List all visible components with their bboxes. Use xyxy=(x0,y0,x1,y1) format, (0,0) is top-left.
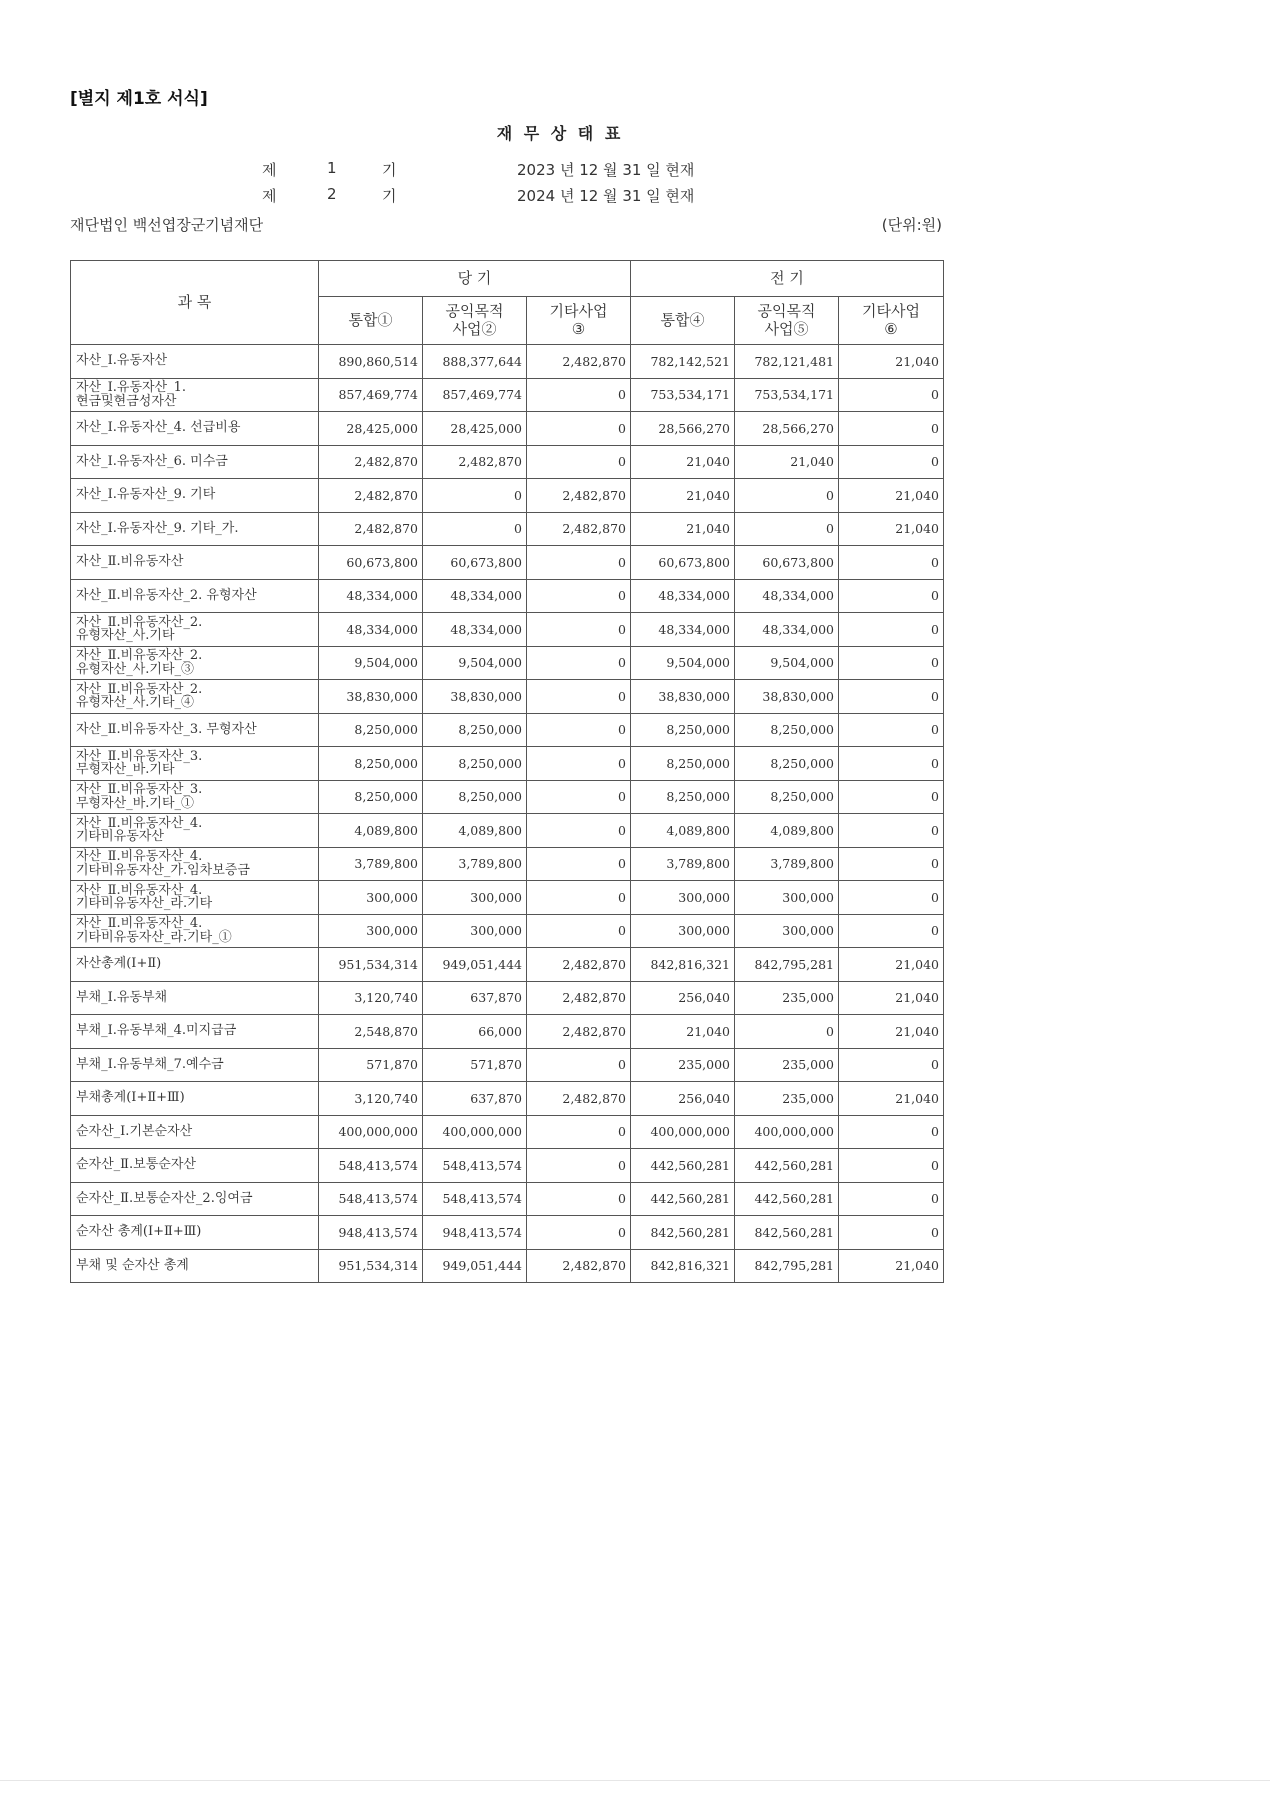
amount-cell: 9,504,000 xyxy=(423,646,527,680)
amount-cell: 3,789,800 xyxy=(319,847,423,881)
table-row xyxy=(71,1082,944,1116)
account-name: 자산_Ⅰ.유동자산_9. 기타 xyxy=(71,479,319,513)
amount-cell: 8,250,000 xyxy=(631,713,735,747)
amount-cell: 300,000 xyxy=(319,914,423,948)
amount-cell: 2,482,870 xyxy=(527,1015,631,1049)
amount-cell: 0 xyxy=(527,713,631,747)
amount-cell: 21,040 xyxy=(631,512,735,546)
amount-cell: 66,000 xyxy=(423,1015,527,1049)
amount-cell: 2,482,870 xyxy=(527,1082,631,1116)
amount-cell: 21,040 xyxy=(839,512,944,546)
amount-cell: 21,040 xyxy=(631,1015,735,1049)
table-row xyxy=(71,1149,944,1183)
amount-cell: 300,000 xyxy=(735,881,839,915)
account-name: 부채총계(Ⅰ+Ⅱ+Ⅲ) xyxy=(71,1082,319,1116)
account-name: 자산_Ⅱ.비유동자산_4. 기타비유동자산_라.기타_① xyxy=(71,914,319,948)
period-date: 2023 년 12 월 31 일 현재 xyxy=(517,161,695,179)
period-prefix: 제 xyxy=(262,187,277,205)
amount-cell: 0 xyxy=(839,881,944,915)
amount-cell: 0 xyxy=(735,479,839,513)
amount-cell: 38,830,000 xyxy=(735,680,839,714)
amount-cell: 21,040 xyxy=(839,948,944,982)
amount-cell: 8,250,000 xyxy=(319,747,423,781)
amount-cell: 890,860,514 xyxy=(319,345,423,379)
amount-cell: 842,560,281 xyxy=(631,1216,735,1250)
amount-cell: 3,120,740 xyxy=(319,1082,423,1116)
amount-cell: 548,413,574 xyxy=(319,1182,423,1216)
amount-cell: 571,870 xyxy=(319,1048,423,1082)
amount-cell: 0 xyxy=(735,512,839,546)
amount-cell: 2,548,870 xyxy=(319,1015,423,1049)
amount-cell: 400,000,000 xyxy=(319,1115,423,1149)
amount-cell: 2,482,870 xyxy=(423,445,527,479)
amount-cell: 0 xyxy=(527,412,631,446)
amount-cell: 400,000,000 xyxy=(735,1115,839,1149)
amount-cell: 9,504,000 xyxy=(319,646,423,680)
amount-cell: 0 xyxy=(839,579,944,613)
account-name: 자산_Ⅱ.비유동자산_3. 무형자산_바.기타 xyxy=(71,747,319,781)
amount-cell: 0 xyxy=(527,1048,631,1082)
amount-cell: 842,795,281 xyxy=(735,948,839,982)
table-row xyxy=(71,1182,944,1216)
amount-cell: 8,250,000 xyxy=(631,780,735,814)
amount-cell: 842,795,281 xyxy=(735,1249,839,1283)
amount-cell: 0 xyxy=(527,780,631,814)
amount-cell: 0 xyxy=(839,713,944,747)
amount-cell: 0 xyxy=(839,646,944,680)
amount-cell: 9,504,000 xyxy=(735,646,839,680)
amount-cell: 2,482,870 xyxy=(527,345,631,379)
amount-cell: 300,000 xyxy=(631,914,735,948)
account-name: 부채 및 순자산 총계 xyxy=(71,1249,319,1283)
period-prefix: 제 xyxy=(262,161,277,179)
account-name: 순자산_Ⅱ.보통순자산 xyxy=(71,1149,319,1183)
amount-cell: 235,000 xyxy=(735,981,839,1015)
amount-cell: 300,000 xyxy=(735,914,839,948)
amount-cell: 0 xyxy=(839,1216,944,1250)
amount-cell: 4,089,800 xyxy=(423,814,527,848)
amount-cell: 4,089,800 xyxy=(631,814,735,848)
amount-cell: 857,469,774 xyxy=(423,378,527,412)
amount-cell: 0 xyxy=(839,1115,944,1149)
amount-cell: 842,816,321 xyxy=(631,948,735,982)
amount-cell: 2,482,870 xyxy=(319,445,423,479)
amount-cell: 0 xyxy=(423,479,527,513)
table-row xyxy=(71,378,944,412)
page-bottom-line xyxy=(0,1780,1270,1781)
amount-cell: 300,000 xyxy=(423,881,527,915)
amount-cell: 256,040 xyxy=(631,981,735,1015)
amount-cell: 28,425,000 xyxy=(423,412,527,446)
account-name: 자산_Ⅱ.비유동자산_4. 기타비유동자산 xyxy=(71,814,319,848)
table-row xyxy=(71,646,944,680)
amount-cell: 857,469,774 xyxy=(319,378,423,412)
amount-cell: 8,250,000 xyxy=(423,713,527,747)
amount-cell: 21,040 xyxy=(839,981,944,1015)
amount-cell: 48,334,000 xyxy=(319,613,423,647)
table-row xyxy=(71,1249,944,1283)
amount-cell: 8,250,000 xyxy=(735,713,839,747)
table-row xyxy=(71,512,944,546)
period-suffix: 기 xyxy=(382,187,397,205)
amount-cell: 753,534,171 xyxy=(735,378,839,412)
account-name: 부채_Ⅰ.유동부채_7.예수금 xyxy=(71,1048,319,1082)
amount-cell: 2,482,870 xyxy=(319,479,423,513)
amount-cell: 21,040 xyxy=(839,1082,944,1116)
table-row xyxy=(71,981,944,1015)
amount-cell: 48,334,000 xyxy=(423,579,527,613)
amount-cell: 571,870 xyxy=(423,1048,527,1082)
table-row xyxy=(71,847,944,881)
column-header: 기타사업 ③ xyxy=(527,297,631,345)
amount-cell: 951,534,314 xyxy=(319,948,423,982)
account-name: 자산_Ⅱ.비유동자산_3. 무형자산 xyxy=(71,713,319,747)
account-header: 과 목 xyxy=(71,261,319,345)
amount-cell: 0 xyxy=(527,445,631,479)
amount-cell: 0 xyxy=(839,1048,944,1082)
account-name: 자산_Ⅰ.유동자산_6. 미수금 xyxy=(71,445,319,479)
amount-cell: 235,000 xyxy=(735,1048,839,1082)
amount-cell: 38,830,000 xyxy=(319,680,423,714)
amount-cell: 8,250,000 xyxy=(423,747,527,781)
amount-cell: 3,789,800 xyxy=(735,847,839,881)
amount-cell: 888,377,644 xyxy=(423,345,527,379)
column-header: 통합④ xyxy=(631,297,735,345)
amount-cell: 0 xyxy=(839,780,944,814)
amount-cell: 442,560,281 xyxy=(631,1149,735,1183)
table-row xyxy=(71,814,944,848)
table-row xyxy=(71,345,944,379)
amount-cell: 948,413,574 xyxy=(423,1216,527,1250)
amount-cell: 842,560,281 xyxy=(735,1216,839,1250)
amount-cell: 0 xyxy=(423,512,527,546)
account-name: 자산_Ⅱ.비유동자산_4. 기타비유동자산_가.임차보증금 xyxy=(71,847,319,881)
amount-cell: 0 xyxy=(735,1015,839,1049)
amount-cell: 0 xyxy=(527,914,631,948)
period-number: 2 xyxy=(327,185,337,203)
column-header: 기타사업 ⑥ xyxy=(839,297,944,345)
table-row xyxy=(71,914,944,948)
prior-period-header: 전 기 xyxy=(631,261,944,297)
account-name: 순자산_Ⅰ.기본순자산 xyxy=(71,1115,319,1149)
amount-cell: 0 xyxy=(527,814,631,848)
amount-cell: 21,040 xyxy=(839,345,944,379)
amount-cell: 949,051,444 xyxy=(423,1249,527,1283)
amount-cell: 28,566,270 xyxy=(631,412,735,446)
amount-cell: 0 xyxy=(527,1115,631,1149)
amount-cell: 235,000 xyxy=(631,1048,735,1082)
amount-cell: 0 xyxy=(527,680,631,714)
amount-cell: 300,000 xyxy=(319,881,423,915)
amount-cell: 548,413,574 xyxy=(423,1149,527,1183)
account-name: 자산_Ⅱ.비유동자산 xyxy=(71,546,319,580)
amount-cell: 400,000,000 xyxy=(631,1115,735,1149)
amount-cell: 3,789,800 xyxy=(631,847,735,881)
amount-cell: 0 xyxy=(527,1216,631,1250)
column-header: 공익목적 사업② xyxy=(423,297,527,345)
amount-cell: 300,000 xyxy=(631,881,735,915)
amount-cell: 0 xyxy=(839,613,944,647)
amount-cell: 2,482,870 xyxy=(319,512,423,546)
amount-cell: 0 xyxy=(527,378,631,412)
amount-cell: 753,534,171 xyxy=(631,378,735,412)
amount-cell: 60,673,800 xyxy=(423,546,527,580)
table-row xyxy=(71,1216,944,1250)
amount-cell: 8,250,000 xyxy=(423,780,527,814)
amount-cell: 235,000 xyxy=(735,1082,839,1116)
amount-cell: 4,089,800 xyxy=(735,814,839,848)
amount-cell: 0 xyxy=(527,1182,631,1216)
amount-cell: 0 xyxy=(839,747,944,781)
table-row xyxy=(71,780,944,814)
amount-cell: 60,673,800 xyxy=(319,546,423,580)
account-name: 부채_Ⅰ.유동부채_4.미지급금 xyxy=(71,1015,319,1049)
period-suffix: 기 xyxy=(382,161,397,179)
amount-cell: 400,000,000 xyxy=(423,1115,527,1149)
amount-cell: 48,334,000 xyxy=(319,579,423,613)
amount-cell: 782,121,481 xyxy=(735,345,839,379)
table-row xyxy=(71,680,944,714)
amount-cell: 8,250,000 xyxy=(319,713,423,747)
amount-cell: 0 xyxy=(527,579,631,613)
table-row xyxy=(71,1015,944,1049)
table-row xyxy=(71,445,944,479)
form-label: [별지 제1호 서식] xyxy=(70,89,208,109)
amount-cell: 8,250,000 xyxy=(319,780,423,814)
account-name: 순자산_Ⅱ.보통순자산_2.잉여금 xyxy=(71,1182,319,1216)
amount-cell: 21,040 xyxy=(735,445,839,479)
account-name: 순자산 총계(Ⅰ+Ⅱ+Ⅲ) xyxy=(71,1216,319,1250)
amount-cell: 548,413,574 xyxy=(423,1182,527,1216)
account-name: 부채_Ⅰ.유동부채 xyxy=(71,981,319,1015)
amount-cell: 0 xyxy=(527,881,631,915)
amount-cell: 48,334,000 xyxy=(735,613,839,647)
amount-cell: 951,534,314 xyxy=(319,1249,423,1283)
amount-cell: 0 xyxy=(839,914,944,948)
account-name: 자산_Ⅱ.비유동자산_4. 기타비유동자산_라.기타 xyxy=(71,881,319,915)
amount-cell: 0 xyxy=(839,1149,944,1183)
amount-cell: 48,334,000 xyxy=(735,579,839,613)
amount-cell: 0 xyxy=(839,445,944,479)
table-row xyxy=(71,713,944,747)
column-header: 통합① xyxy=(319,297,423,345)
amount-cell: 0 xyxy=(527,546,631,580)
amount-cell: 21,040 xyxy=(631,479,735,513)
amount-cell: 442,560,281 xyxy=(631,1182,735,1216)
amount-cell: 0 xyxy=(839,1182,944,1216)
amount-cell: 21,040 xyxy=(839,1249,944,1283)
amount-cell: 3,789,800 xyxy=(423,847,527,881)
amount-cell: 21,040 xyxy=(839,479,944,513)
amount-cell: 2,482,870 xyxy=(527,512,631,546)
account-name: 자산_Ⅱ.비유동자산_2. 유형자산 xyxy=(71,579,319,613)
table-row xyxy=(71,613,944,647)
amount-cell: 9,504,000 xyxy=(631,646,735,680)
amount-cell: 948,413,574 xyxy=(319,1216,423,1250)
organization-name: 재단법인 백선엽장군기념재단 xyxy=(70,216,264,234)
table-row xyxy=(71,948,944,982)
amount-cell: 637,870 xyxy=(423,1082,527,1116)
amount-cell: 0 xyxy=(527,613,631,647)
table-row xyxy=(71,1115,944,1149)
period-date: 2024 년 12 월 31 일 현재 xyxy=(517,187,695,205)
table-row xyxy=(71,1048,944,1082)
amount-cell: 3,120,740 xyxy=(319,981,423,1015)
account-name: 자산_Ⅱ.비유동자산_3. 무형자산_바.기타_① xyxy=(71,780,319,814)
amount-cell: 0 xyxy=(527,646,631,680)
amount-cell: 0 xyxy=(839,680,944,714)
current-period-header: 당 기 xyxy=(319,261,631,297)
amount-cell: 949,051,444 xyxy=(423,948,527,982)
amount-cell: 4,089,800 xyxy=(319,814,423,848)
account-name: 자산_Ⅱ.비유동자산_2. 유형자산_사.기타_③ xyxy=(71,646,319,680)
table-row xyxy=(71,412,944,446)
account-name: 자산_Ⅱ.비유동자산_2. 유형자산_사.기타 xyxy=(71,613,319,647)
document-title: 재 무 상 태 표 xyxy=(496,124,624,143)
amount-cell: 256,040 xyxy=(631,1082,735,1116)
table-row xyxy=(71,579,944,613)
amount-cell: 548,413,574 xyxy=(319,1149,423,1183)
table-row xyxy=(71,546,944,580)
amount-cell: 637,870 xyxy=(423,981,527,1015)
account-name: 자산_Ⅰ.유동자산_9. 기타_가. xyxy=(71,512,319,546)
amount-cell: 300,000 xyxy=(423,914,527,948)
amount-cell: 28,566,270 xyxy=(735,412,839,446)
amount-cell: 48,334,000 xyxy=(631,613,735,647)
amount-cell: 0 xyxy=(527,747,631,781)
amount-cell: 2,482,870 xyxy=(527,948,631,982)
amount-cell: 8,250,000 xyxy=(631,747,735,781)
amount-cell: 782,142,521 xyxy=(631,345,735,379)
amount-cell: 2,482,870 xyxy=(527,1249,631,1283)
amount-cell: 0 xyxy=(839,378,944,412)
amount-cell: 8,250,000 xyxy=(735,780,839,814)
amount-cell: 0 xyxy=(839,847,944,881)
account-name: 자산총계(Ⅰ+Ⅱ) xyxy=(71,948,319,982)
amount-cell: 60,673,800 xyxy=(735,546,839,580)
amount-cell: 38,830,000 xyxy=(631,680,735,714)
account-name: 자산_Ⅱ.비유동자산_2. 유형자산_사.기타_④ xyxy=(71,680,319,714)
table-row xyxy=(71,747,944,781)
amount-cell: 0 xyxy=(527,847,631,881)
account-name: 자산_Ⅰ.유동자산_1. 현금및현금성자산 xyxy=(71,378,319,412)
account-name: 자산_Ⅰ.유동자산 xyxy=(71,345,319,379)
column-header: 공익목직 사업⑤ xyxy=(735,297,839,345)
amount-cell: 21,040 xyxy=(839,1015,944,1049)
amount-cell: 442,560,281 xyxy=(735,1182,839,1216)
amount-cell: 48,334,000 xyxy=(423,613,527,647)
amount-cell: 0 xyxy=(839,814,944,848)
amount-cell: 0 xyxy=(839,412,944,446)
balance-sheet-table xyxy=(70,260,944,1283)
amount-cell: 28,425,000 xyxy=(319,412,423,446)
amount-cell: 0 xyxy=(527,1149,631,1183)
table-row xyxy=(71,881,944,915)
amount-cell: 8,250,000 xyxy=(735,747,839,781)
unit-label: (단위:원) xyxy=(881,216,942,234)
table-row xyxy=(71,479,944,513)
amount-cell: 2,482,870 xyxy=(527,479,631,513)
amount-cell: 0 xyxy=(839,546,944,580)
amount-cell: 21,040 xyxy=(631,445,735,479)
amount-cell: 48,334,000 xyxy=(631,579,735,613)
table-body xyxy=(71,345,944,1283)
amount-cell: 842,816,321 xyxy=(631,1249,735,1283)
amount-cell: 38,830,000 xyxy=(423,680,527,714)
account-name: 자산_Ⅰ.유동자산_4. 선급비용 xyxy=(71,412,319,446)
amount-cell: 442,560,281 xyxy=(735,1149,839,1183)
period-number: 1 xyxy=(327,159,337,177)
amount-cell: 2,482,870 xyxy=(527,981,631,1015)
amount-cell: 60,673,800 xyxy=(631,546,735,580)
